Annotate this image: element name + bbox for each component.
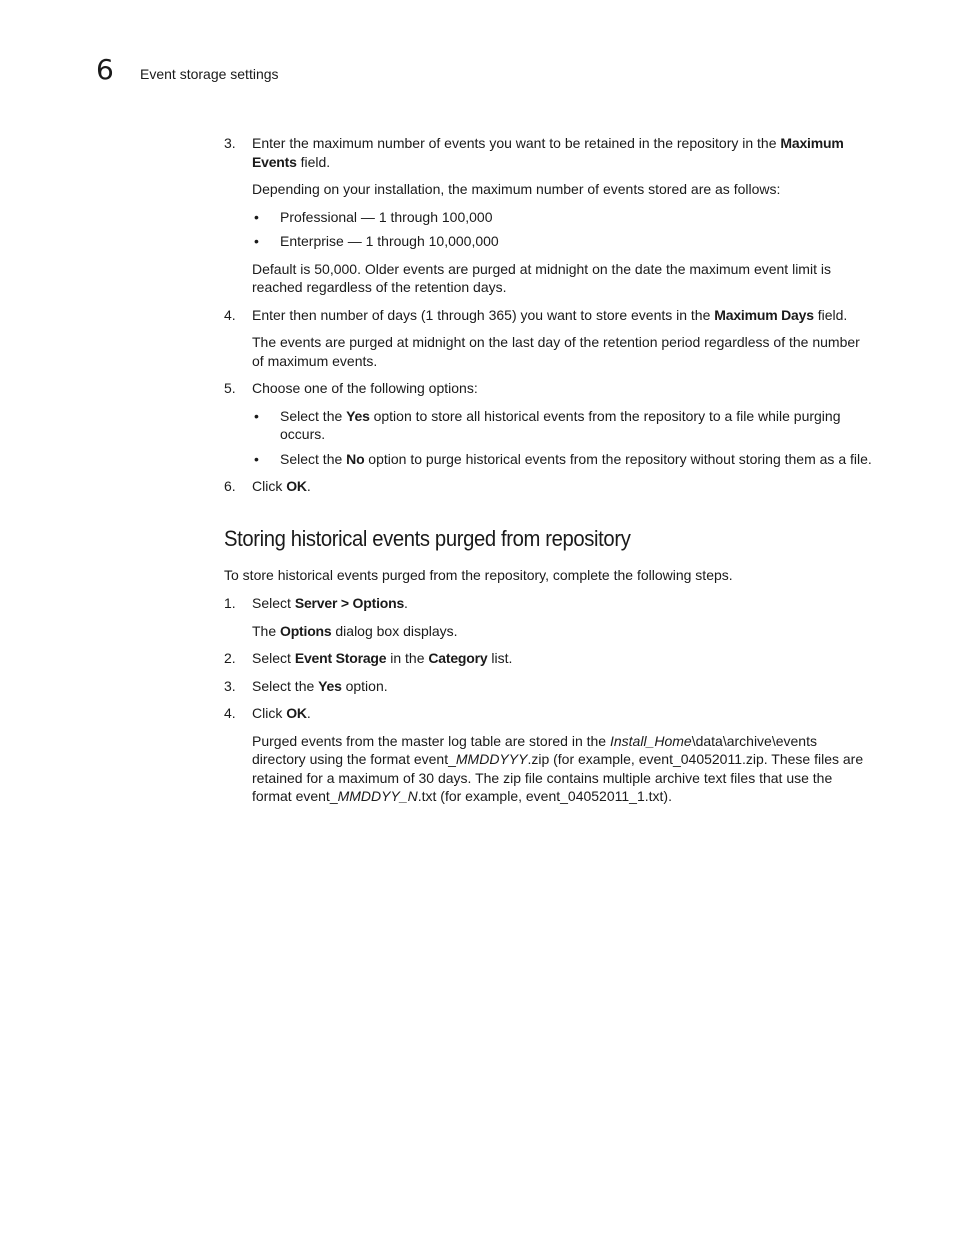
paragraph: Default is 50,000. Older events are purged at midnight on the date the maximum event limit is reached regardless of the retention days. <box>252 260 831 295</box>
step-3 <box>224 134 874 297</box>
step-text: Select Server > Options. <box>252 595 408 611</box>
paragraph: Purged events from the master log table are stored in the Install_Home\data\archive\events directory using the format event_MMDDYYY.zip (for example, event_04052011.zip. These files are retained for a maximum of 30 days. The zip file contains multiple archive text files that use the format event_MMDDYY_N.txt (for example, event_04052011_1.txt). <box>252 732 864 804</box>
list-item: • Select the Yes option to store all historical events from the repository to a file while purging occurs. <box>254 407 841 442</box>
list-item: • Enterprise — 1 through 10,000,000 <box>254 233 499 249</box>
procedure-step-3 <box>224 677 874 696</box>
step-number: 2. <box>224 650 236 666</box>
chapter-number: 6 <box>96 53 114 86</box>
step-text: Enter then number of days (1 through 365) you want to store events in the Maximum Days field. <box>252 306 848 323</box>
step-number: 6. <box>224 478 236 494</box>
paragraph: The events are purged at midnight on the last day of the retention period regardless of the number of maximum events. <box>252 334 860 369</box>
bullet-icon: • <box>254 208 259 225</box>
step-text: Select Event Storage in the Category list. <box>252 650 513 666</box>
paragraph: Depending on your installation, the maximum number of events stored are as follows: <box>252 181 781 197</box>
ui-label: Maximum Days <box>714 306 814 323</box>
step-number: 4. <box>224 306 236 323</box>
step-text: Select the Yes option. <box>252 677 388 694</box>
step-4 <box>224 306 874 371</box>
ui-label: No <box>346 450 365 467</box>
step-text: Choose one of the following options: <box>252 380 478 396</box>
step-number: 1. <box>224 595 236 611</box>
section-heading: Storing historical events purged from repository <box>224 525 631 551</box>
bullet-list <box>252 208 874 251</box>
ui-label: Server > Options <box>294 595 405 611</box>
step-number: 5. <box>224 380 236 396</box>
bullet-list <box>252 407 874 469</box>
step-number: 3. <box>224 677 236 694</box>
bullet-icon: • <box>254 450 259 467</box>
bullet-icon: • <box>254 407 259 424</box>
list-item: • Professional — 1 through 100,000 <box>254 208 493 225</box>
ui-label: Yes <box>346 407 370 424</box>
step-text: Click OK. <box>252 705 311 721</box>
ui-label: Maximum Events <box>252 135 844 170</box>
step-text: Enter the maximum number of events you want to be retained in the repository in the Maximum Events field. <box>252 135 844 170</box>
section-header: Event storage settings <box>140 66 279 82</box>
step-5 <box>224 379 874 468</box>
ui-label: Options <box>280 622 332 639</box>
bullet-icon: • <box>254 233 259 249</box>
procedure-step-4 <box>224 704 874 806</box>
italic-text: Install_Home <box>609 732 692 749</box>
step-6 <box>224 477 874 496</box>
paragraph: The Options dialog box displays. <box>252 622 458 639</box>
italic-text: MMDDYY_N <box>337 788 418 804</box>
list-item: • Select the No option to purge historical events from the repository without storing them as a file. <box>254 450 872 467</box>
page-content <box>224 134 874 815</box>
ui-label: OK <box>286 478 307 494</box>
procedure-step-1 <box>224 594 874 640</box>
step-number: 4. <box>224 705 236 721</box>
italic-text: MMDDYYY <box>455 751 528 767</box>
ui-label: Category <box>428 650 488 666</box>
ui-label: OK <box>286 705 307 721</box>
section-intro: To store historical events purged from the repository, complete the following steps. <box>224 566 733 583</box>
procedure-step-2 <box>224 649 874 668</box>
ui-label: Yes <box>318 677 342 694</box>
ui-label: Event Storage <box>294 650 387 666</box>
step-number: 3. <box>224 135 236 151</box>
step-text: Click OK. <box>252 478 311 494</box>
